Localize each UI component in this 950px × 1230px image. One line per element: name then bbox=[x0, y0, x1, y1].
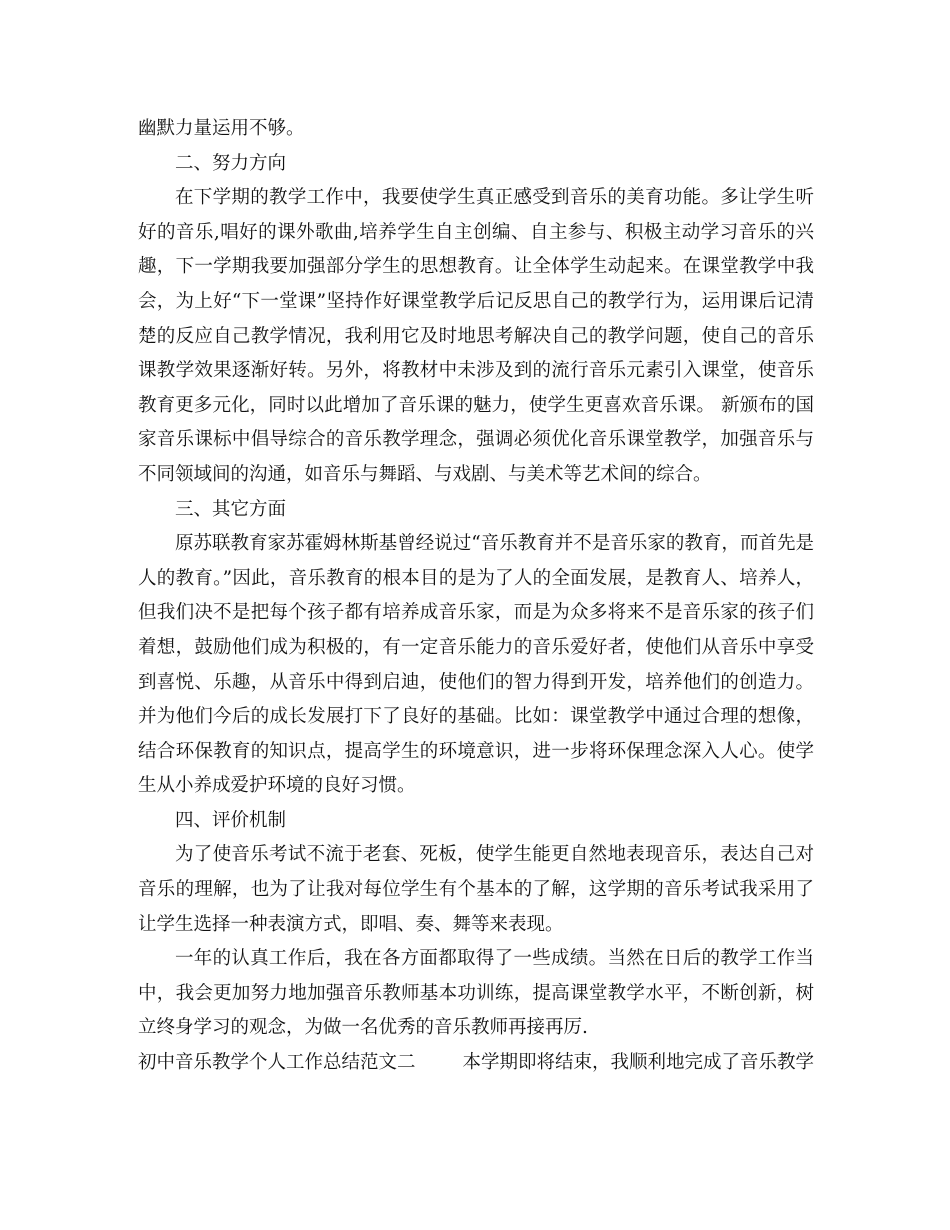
paragraph-other: 原苏联教育家苏霍姆林斯基曾经说过“音乐教育并不是音乐家的教育，而首先是人的教育。”因此，音乐教育的根本目的是为了人的全面发展，是教育人、培养人，但我们决不是把每个孩子都有培养成音乐家，而是为众多将来不是音乐家的孩子们着想，鼓励他们成为积极的，有一定音乐能力的音乐爱好者，使他们从音乐中享受到喜悦、乐趣，从音乐中得到启迪，使他们的智力得到开发，培养他们的创造力。并为他们今后的成长发展打下了良好的基础。比如：课堂教学中通过合理的想像，结合环保教育的知识点，提高学生的环境意识，进一步将环保理念深入人心。使学生从小养成爱护环境的良好习惯。 bbox=[138, 533, 814, 797]
paragraph-direction: 在下学期的教学工作中，我要使学生真正感受到音乐的美育功能。多让学生听好的音乐,唱好的课外歌曲,培养学生自主创编、自主参与、积极主动学习音乐的兴趣，下一学期我要加强部分学生的思想教育。让全体学生动起来。在课堂教学中我会，为上好“下一堂课”坚持作好课堂教学后记反思自己的教学行为，运用课后记清楚的反应自己教学情况，我利用它及时地思考解决自己的教学问题，使自己的音乐课教学效果逐渐好转。另外，将教材中未涉及到的流行音乐元素引入课堂，使音乐教育更多元化，同时以此增加了音乐课的魅力，使学生更喜欢音乐课。 新颁布的国家音乐课标中倡导综合的音乐教学理念，强调必须优化音乐课堂教学，加强音乐与不同领域间的沟通，如音乐与舞蹈、与戏剧、与美术等艺术间的综合。 bbox=[138, 187, 814, 485]
next-article-title: 初中音乐教学个人工作总结范文二 bbox=[138, 1052, 416, 1074]
section-heading-2: 二、努力方向 bbox=[175, 152, 287, 174]
section-heading-4: 四、评价机制 bbox=[175, 809, 287, 831]
next-article-start: 本学期即将结束，我顺利地完成了音乐教学 bbox=[462, 1052, 814, 1074]
paragraph-conclusion: 一年的认真工作后，我在各方面都取得了一些成绩。当然在日后的教学工作当中，我会更加努力地加强音乐教师基本功训练，提高课堂教学水平，不断创新，树立终身学习的观念，为做一名优秀的音乐教师再接再厉. bbox=[138, 948, 814, 1039]
paragraph-intro: 幽默力量运用不够。 bbox=[138, 118, 305, 139]
document-page bbox=[138, 112, 814, 1081]
section-heading-3: 三、其它方面 bbox=[175, 498, 287, 520]
next-article-line bbox=[138, 1046, 814, 1081]
paragraph-evaluation: 为了使音乐考试不流于老套、死板，使学生能更自然地表现音乐，表达自己对音乐的理解，也为了让我对每位学生有个基本的了解，这学期的音乐考试我采用了让学生选择一种表演方式，即唱、奏、舞等来表现。 bbox=[138, 844, 814, 935]
